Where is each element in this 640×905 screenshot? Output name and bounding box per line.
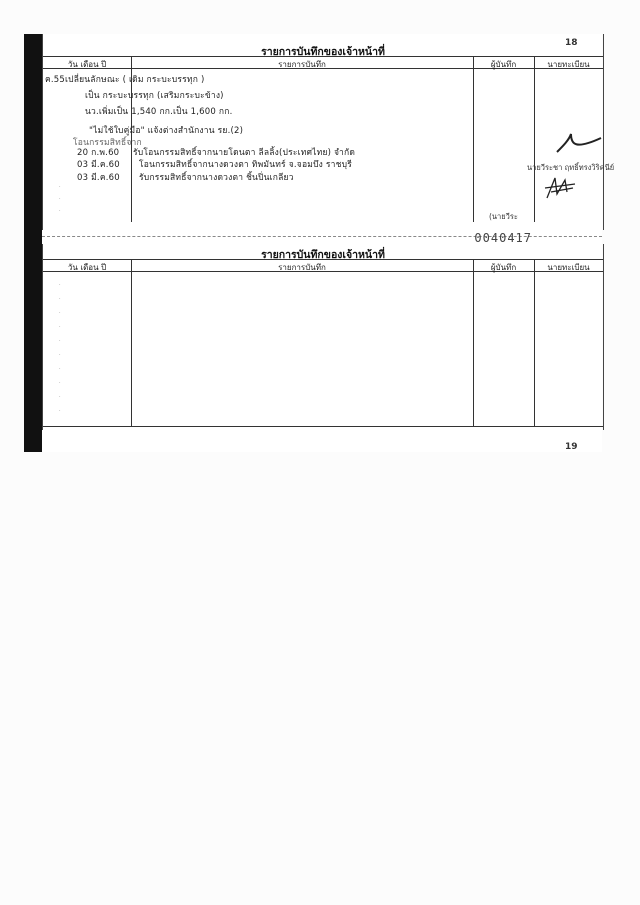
upper-form-title: รายการบันทึกของเจ้าหน้าที่ xyxy=(261,46,385,58)
upper-header-date: วัน เดือน ปี xyxy=(67,60,107,69)
lower-bottom-rule xyxy=(43,426,603,427)
lower-col-divider-2 xyxy=(473,259,474,426)
lower-col-divider-3 xyxy=(534,259,535,426)
line-marker: · xyxy=(59,208,61,214)
lower-col-divider-1 xyxy=(131,259,132,426)
page-number-bottom: 19 xyxy=(565,442,578,452)
upper-header-recorder: ผู้บันทึก xyxy=(490,60,517,69)
entry-date: ค.55 xyxy=(45,75,66,85)
lower-officer-record-form xyxy=(42,244,604,430)
stamp-serial-number: 0040417 xyxy=(474,231,532,245)
entry-text: "ไม่ใช้ใบคู่มือ" แจ้งต่างสำนักงาน รย.(2) xyxy=(89,126,244,136)
entry-text: โอนกรรมสิทธิ์จากนางดวงตา ทิพมันทร์ จ.จอมบึง ราชบุรี xyxy=(139,160,352,170)
entry-text: รับโอนกรรมสิทธิ์จากนายโดนตา ลีลลิ้ง(ประเทศไทย) จำกัด xyxy=(133,148,356,158)
entry-text: รับกรรมสิทธิ์จากนางดวงตา ชิ้นปิ่นเกลียว xyxy=(139,173,294,183)
line-marker: · xyxy=(59,184,61,190)
line-marker: · xyxy=(59,408,61,414)
line-marker: · xyxy=(59,296,61,302)
upper-col-divider-2 xyxy=(473,56,474,222)
entry-text: เป็น กระบะบรรทุก (เสริมกระบะข้าง) xyxy=(85,91,224,101)
entry-date: 03 มี.ค.60 xyxy=(77,160,120,170)
page-number-top: 18 xyxy=(565,38,578,48)
line-marker: · xyxy=(59,310,61,316)
lower-header-recorder: ผู้บันทึก xyxy=(490,263,517,272)
registrar-name: นายวีระชา ฤทธิ์ทรงวิริคนีย์ xyxy=(527,163,615,172)
line-marker: · xyxy=(59,338,61,344)
lower-title-rule xyxy=(43,259,603,260)
lower-header-date: วัน เดือน ปี xyxy=(67,263,107,272)
lower-form-title: รายการบันทึกของเจ้าหน้าที่ xyxy=(261,249,385,261)
line-marker: · xyxy=(59,196,61,202)
upper-header-registrar: นายทะเบียน xyxy=(547,60,590,69)
lower-header-record: รายการบันทึก xyxy=(278,263,326,272)
entry-text: นว.เพิ่มเป็น 1,540 กก.เป็น 1,600 กก. xyxy=(85,107,233,117)
upper-header-record: รายการบันทึก xyxy=(278,60,326,69)
line-marker: · xyxy=(59,394,61,400)
upper-officer-record-form xyxy=(42,34,615,230)
registrar-title: (นายวีระ xyxy=(489,212,518,221)
upper-title-rule xyxy=(43,56,603,57)
line-marker: · xyxy=(59,324,61,330)
lower-header-registrar: นายทะเบียน xyxy=(547,263,590,272)
line-marker: · xyxy=(59,352,61,358)
line-marker: · xyxy=(59,380,61,386)
entry-date: 03 มี.ค.60 xyxy=(77,173,120,183)
scan-edge-bar xyxy=(24,34,42,452)
line-marker: · xyxy=(59,366,61,372)
entry-text-faded: โอนกรรมสิทธิ์จาก xyxy=(73,138,142,148)
line-marker: · xyxy=(59,282,61,288)
entry-text: เปลี่ยนลักษณะ ( เดิม กระบะบรรทุก ) xyxy=(65,75,205,85)
entry-date: 20 ก.พ.60 xyxy=(77,148,120,158)
registrar-signature-mark xyxy=(555,130,603,156)
recorder-signature-mark xyxy=(543,174,577,202)
upper-col-divider-3 xyxy=(534,56,535,222)
